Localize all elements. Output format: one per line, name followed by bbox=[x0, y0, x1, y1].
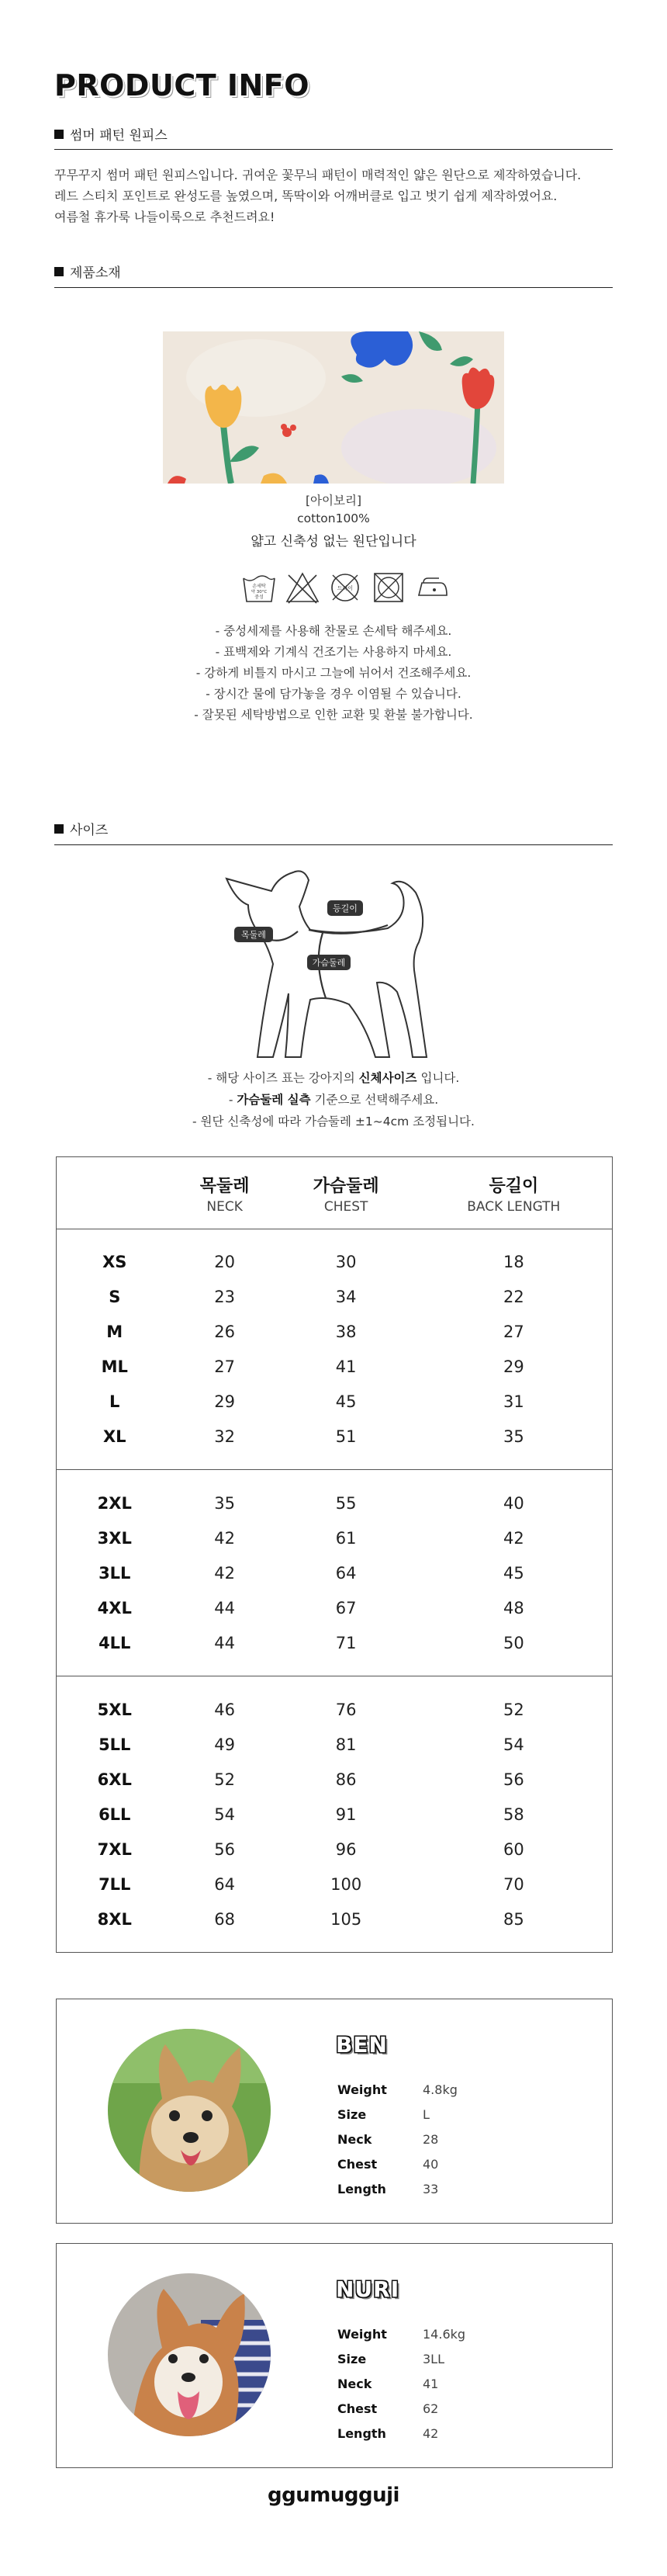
spacer-row bbox=[57, 1471, 613, 1486]
spacer-cell bbox=[57, 1661, 613, 1676]
neck-cell: 44 bbox=[214, 1599, 235, 1617]
spec-key: Length bbox=[337, 2181, 386, 2196]
header-en: BACK LENGTH bbox=[467, 1199, 561, 1215]
care-note: - 표백제와 기계식 건조기는 사용하지 마세요. bbox=[215, 645, 452, 659]
table-row bbox=[57, 1798, 613, 1832]
neck-cell: 49 bbox=[214, 1735, 235, 1754]
spacer-cell bbox=[57, 1471, 613, 1486]
divider bbox=[54, 844, 613, 845]
neck-cell: 42 bbox=[214, 1529, 235, 1548]
chest-cell: 81 bbox=[335, 1735, 357, 1754]
spec-key: Neck bbox=[337, 2376, 372, 2391]
spacer-cell bbox=[57, 1937, 613, 1953]
chest-cell: 96 bbox=[335, 1840, 357, 1859]
care-note: - 장시간 물에 담가놓을 경우 이염될 수 있습니다. bbox=[206, 687, 461, 701]
size-label: XL bbox=[102, 1427, 126, 1446]
header-en: NECK bbox=[206, 1199, 243, 1215]
neck-cell: 32 bbox=[214, 1427, 235, 1446]
spacer-row bbox=[57, 1454, 613, 1470]
dog-photo-nuri bbox=[108, 2273, 271, 2436]
size-label: L bbox=[109, 1392, 120, 1411]
dry-clean-icon bbox=[327, 569, 364, 606]
chest-cell: 71 bbox=[335, 1634, 357, 1652]
divider bbox=[54, 287, 613, 288]
table-row bbox=[57, 1832, 613, 1867]
care-note: - 중성세제를 사용해 찬물로 손세탁 해주세요. bbox=[215, 624, 452, 638]
chest-cell: 64 bbox=[335, 1564, 357, 1583]
size-label: S bbox=[109, 1288, 121, 1306]
floral-pattern-icon bbox=[163, 331, 504, 484]
back-cell: 42 bbox=[503, 1529, 524, 1548]
back-cell: 85 bbox=[503, 1910, 524, 1929]
back-cell: 58 bbox=[503, 1805, 524, 1824]
spec-key: Weight bbox=[337, 2082, 387, 2097]
chest-cell: 67 bbox=[335, 1599, 357, 1617]
model-spec-list bbox=[337, 2077, 458, 2201]
table-row bbox=[57, 1350, 613, 1385]
chest-cell: 91 bbox=[335, 1805, 357, 1824]
spec-value: 14.6kg bbox=[423, 2326, 466, 2342]
table-row bbox=[57, 1867, 613, 1902]
size-label: 6LL bbox=[98, 1805, 131, 1824]
model-card-nuri bbox=[56, 2243, 613, 2468]
spec-value: 62 bbox=[423, 2401, 439, 2416]
back-cell: 60 bbox=[503, 1840, 524, 1859]
back-cell: 40 bbox=[503, 1494, 524, 1513]
care-label-icons bbox=[240, 567, 450, 608]
neck-cell: 56 bbox=[214, 1840, 235, 1859]
header-ko: 가슴둘레 bbox=[313, 1177, 379, 1196]
back-cell: 50 bbox=[503, 1634, 524, 1652]
neck-cell: 35 bbox=[214, 1494, 235, 1513]
square-bullet-icon bbox=[54, 130, 64, 139]
size-label: 3XL bbox=[97, 1529, 132, 1548]
model-spec-row bbox=[337, 2346, 465, 2371]
fabric-feature: 얇고 신축성 없는 원단입니다 bbox=[251, 534, 416, 550]
chest-cell: 51 bbox=[335, 1427, 357, 1446]
section-header-size bbox=[54, 819, 108, 838]
spacer-cell bbox=[57, 1454, 613, 1470]
spec-key: Length bbox=[337, 2425, 386, 2441]
low-iron-icon bbox=[413, 569, 450, 606]
size-label: 4LL bbox=[98, 1634, 131, 1652]
model-spec-row bbox=[337, 2396, 465, 2421]
size-note-bold: 신체사이즈 bbox=[358, 1071, 417, 1085]
size-note-text: 기준으로 선택해주세요. bbox=[310, 1093, 439, 1107]
spec-key: Size bbox=[337, 2106, 367, 2122]
back-cell: 29 bbox=[503, 1357, 524, 1376]
size-table-header bbox=[57, 1157, 613, 1229]
fabric-color: [아이보리] bbox=[306, 494, 361, 508]
section-header-material bbox=[54, 262, 121, 281]
size-label: M bbox=[106, 1323, 123, 1341]
spec-key: Chest bbox=[337, 2401, 378, 2416]
size-note bbox=[0, 1089, 667, 1111]
back-cell: 31 bbox=[503, 1392, 524, 1411]
section-label: 썸머 패턴 원피스 bbox=[70, 128, 168, 144]
spacer-cell bbox=[57, 1677, 613, 1693]
neck-cell: 42 bbox=[214, 1564, 235, 1583]
hand-wash-icon bbox=[240, 569, 278, 606]
neck-cell: 54 bbox=[214, 1805, 235, 1824]
chest-cell: 38 bbox=[335, 1323, 357, 1341]
neck-cell: 20 bbox=[214, 1253, 235, 1271]
spec-key: Neck bbox=[337, 2131, 372, 2147]
back-cell: 22 bbox=[503, 1288, 524, 1306]
page-title: PRODUCT INFO bbox=[54, 68, 310, 102]
neck-cell: 29 bbox=[214, 1392, 235, 1411]
size-label: 8XL bbox=[97, 1910, 132, 1929]
spec-key: Chest bbox=[337, 2156, 378, 2172]
table-row bbox=[57, 1245, 613, 1280]
size-label: 7LL bbox=[98, 1875, 131, 1894]
size-label: 6XL bbox=[97, 1770, 132, 1789]
size-label: ML bbox=[101, 1357, 128, 1376]
table-row bbox=[57, 1315, 613, 1350]
chest-cell: 76 bbox=[335, 1701, 357, 1719]
description-line: 꾸무꾸지 썸머 패턴 원피스입니다. 귀여운 꽃무늬 패턴이 매력적인 얇은 원단으로 제작하였습니다. bbox=[54, 168, 582, 182]
back-cell: 70 bbox=[503, 1875, 524, 1894]
spec-key: Weight bbox=[337, 2326, 387, 2342]
model-spec-row bbox=[337, 2077, 458, 2102]
table-row bbox=[57, 1902, 613, 1937]
table-row bbox=[57, 1556, 613, 1591]
model-card-ben bbox=[56, 1999, 613, 2224]
back-cell: 45 bbox=[503, 1564, 524, 1583]
table-row bbox=[57, 1591, 613, 1626]
size-note-text: - 해당 사이즈 표는 강아지의 bbox=[207, 1071, 359, 1085]
table-row bbox=[57, 1693, 613, 1728]
spec-value: 42 bbox=[423, 2425, 439, 2441]
spacer-cell bbox=[57, 1229, 613, 1245]
neck-cell: 44 bbox=[214, 1634, 235, 1652]
care-wash-text: 손세탁 bbox=[252, 584, 266, 589]
dog-measurement-diagram bbox=[217, 862, 450, 1075]
back-cell: 27 bbox=[503, 1323, 524, 1341]
spacer-row bbox=[57, 1937, 613, 1953]
size-note: - 원단 신축성에 따라 가슴둘레 ±1~4cm 조정됩니다. bbox=[192, 1115, 475, 1129]
back-cell: 18 bbox=[503, 1253, 524, 1271]
spacer-row bbox=[57, 1661, 613, 1676]
model-spec-row bbox=[337, 2102, 458, 2127]
spec-value: 4.8kg bbox=[423, 2082, 458, 2097]
size-label: 5LL bbox=[98, 1735, 131, 1754]
spec-value: 3LL bbox=[423, 2351, 445, 2366]
size-label: 3LL bbox=[98, 1564, 131, 1583]
size-label: 5XL bbox=[97, 1701, 132, 1719]
dog-outline-icon bbox=[217, 862, 450, 1075]
chest-cell: 105 bbox=[330, 1910, 362, 1929]
chest-cell: 55 bbox=[335, 1494, 357, 1513]
description-line: 여름철 휴가룩 나들이룩으로 추천드려요! bbox=[54, 210, 275, 224]
spacer-row bbox=[57, 1229, 613, 1245]
size-note bbox=[0, 1067, 667, 1089]
table-row bbox=[57, 1626, 613, 1661]
header-ko: 등길이 bbox=[489, 1177, 539, 1196]
model-spec-list bbox=[337, 2321, 465, 2446]
size-label: 4XL bbox=[97, 1599, 132, 1617]
chest-cell: 61 bbox=[335, 1529, 357, 1548]
brand-logo: ggumugguji bbox=[268, 2484, 399, 2507]
back-cell: 48 bbox=[503, 1599, 524, 1617]
model-spec-row bbox=[337, 2421, 465, 2446]
care-note: - 잘못된 세탁방법으로 인한 교환 및 환불 불가합니다. bbox=[194, 708, 473, 722]
section-label: 사이즈 bbox=[70, 823, 109, 838]
model-spec-row bbox=[337, 2371, 465, 2396]
size-table bbox=[56, 1156, 613, 1953]
model-name: NURI bbox=[336, 2276, 400, 2302]
size-note-text: 입니다. bbox=[416, 1071, 460, 1085]
care-wash-text: 약 30°C bbox=[251, 590, 268, 595]
size-label: XS bbox=[102, 1253, 127, 1271]
chest-cell: 41 bbox=[335, 1357, 357, 1376]
no-tumble-dry-icon bbox=[370, 569, 407, 606]
model-name: BEN bbox=[336, 2032, 388, 2058]
description-line: 레드 스티치 포인트로 완성도를 높였으며, 똑딱이와 어깨버클로 입고 벗기 쉽게 제작하였어요. bbox=[54, 189, 558, 203]
no-bleach-icon bbox=[284, 569, 321, 606]
fabric-material: cotton100% bbox=[297, 511, 370, 525]
neck-cell: 27 bbox=[214, 1357, 235, 1376]
terrier-photo-icon bbox=[108, 2029, 271, 2192]
model-spec-row bbox=[337, 2321, 465, 2346]
chest-diagram-label: 가슴둘레 bbox=[312, 958, 346, 968]
chest-cell: 30 bbox=[335, 1253, 357, 1271]
size-note-bold: 가슴둘레 실측 bbox=[237, 1093, 311, 1107]
table-row bbox=[57, 1763, 613, 1798]
size-label: 2XL bbox=[97, 1494, 132, 1513]
header-ko: 목둘레 bbox=[199, 1177, 250, 1196]
back-cell: 56 bbox=[503, 1770, 524, 1789]
back-cell: 35 bbox=[503, 1427, 524, 1446]
chest-cell: 86 bbox=[335, 1770, 357, 1789]
spacer-row bbox=[57, 1677, 613, 1693]
header-chest bbox=[277, 1157, 416, 1229]
divider bbox=[54, 149, 613, 150]
neck-cell: 68 bbox=[214, 1910, 235, 1929]
size-notes bbox=[0, 1067, 667, 1132]
square-bullet-icon bbox=[54, 824, 64, 834]
fabric-swatch-image bbox=[163, 331, 504, 484]
care-notes bbox=[0, 621, 667, 726]
table-row bbox=[57, 1486, 613, 1521]
section-header-product bbox=[54, 124, 168, 144]
square-bullet-icon bbox=[54, 267, 64, 276]
neck-cell: 64 bbox=[214, 1875, 235, 1894]
table-row bbox=[57, 1385, 613, 1420]
spec-value: 28 bbox=[423, 2131, 439, 2147]
care-note: - 강하게 비틀지 마시고 그늘에 뉘어서 건조해주세요. bbox=[195, 666, 472, 680]
back-diagram-label: 등길이 bbox=[333, 903, 358, 914]
spec-value: 33 bbox=[423, 2181, 439, 2196]
size-label: 7XL bbox=[97, 1840, 132, 1859]
neck-cell: 46 bbox=[214, 1701, 235, 1719]
dog-photo-ben bbox=[108, 2029, 271, 2192]
spec-value: 41 bbox=[423, 2376, 439, 2391]
table-row bbox=[57, 1420, 613, 1454]
care-wash-text: 중성 bbox=[254, 595, 264, 600]
spec-value: 40 bbox=[423, 2156, 439, 2172]
header-neck bbox=[173, 1157, 277, 1229]
spec-value: L bbox=[423, 2106, 430, 2122]
spec-key: Size bbox=[337, 2351, 367, 2366]
model-spec-row bbox=[337, 2151, 458, 2176]
neck-cell: 23 bbox=[214, 1288, 235, 1306]
product-description bbox=[54, 165, 628, 227]
neck-cell: 26 bbox=[214, 1323, 235, 1341]
care-dry-text: 드라이 bbox=[337, 585, 354, 591]
chest-cell: 34 bbox=[335, 1288, 357, 1306]
back-cell: 52 bbox=[503, 1701, 524, 1719]
chest-cell: 45 bbox=[335, 1392, 357, 1411]
neck-cell: 52 bbox=[214, 1770, 235, 1789]
chest-cell: 100 bbox=[330, 1875, 362, 1894]
table-row bbox=[57, 1280, 613, 1315]
size-note-text: - bbox=[228, 1093, 237, 1107]
header-blank bbox=[57, 1157, 173, 1229]
corgi-photo-icon bbox=[108, 2273, 271, 2436]
header-en: CHEST bbox=[323, 1199, 368, 1215]
table-row bbox=[57, 1728, 613, 1763]
neck-diagram-label: 목둘레 bbox=[241, 930, 266, 940]
table-row bbox=[57, 1521, 613, 1556]
back-cell: 54 bbox=[503, 1735, 524, 1754]
header-back bbox=[416, 1157, 613, 1229]
model-spec-row bbox=[337, 2127, 458, 2151]
model-spec-row bbox=[337, 2176, 458, 2201]
section-label: 제품소재 bbox=[70, 265, 121, 281]
